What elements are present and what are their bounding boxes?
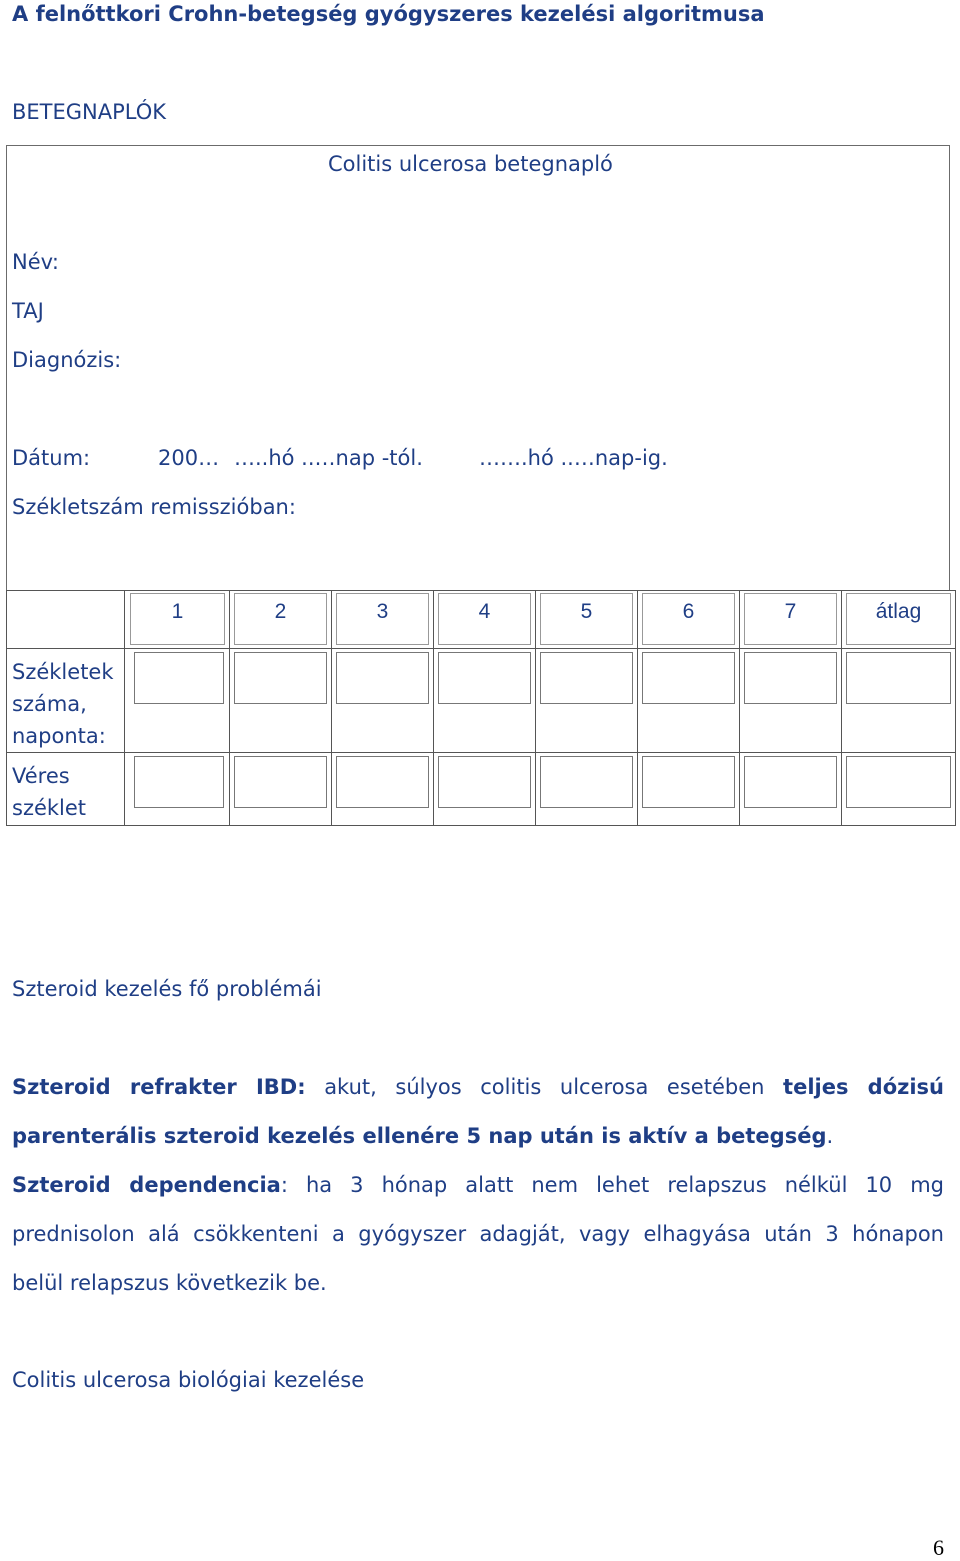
name-label: Név: (12, 250, 59, 274)
col-header-1: 1 (171, 600, 184, 623)
dependencia-line3: belül relapszus következik be. (12, 1271, 327, 1295)
bloody-stool-day-1[interactable] (134, 756, 224, 808)
stool-count-day-3[interactable] (336, 652, 429, 704)
row-label-stool-count-line3: naponta: (12, 724, 106, 748)
dependencia-line1 (12, 1161, 944, 1210)
biological-treatment-heading: Colitis ulcerosa biológiai kezelése (12, 1368, 365, 1392)
col-header-3: 3 (376, 600, 389, 623)
refrakter-bold-2: parenterális szteroid kezelés ellenére 5 nap után is aktív a betegség (12, 1124, 827, 1148)
refrakter-text-1: akut, súlyos colitis ulcerosa esetében (324, 1075, 765, 1099)
dependencia-term: Szteroid dependencia (12, 1173, 281, 1197)
dependencia-text-1: : ha 3 hónap alatt nem lehet relapszus nélkül 10 mg (280, 1173, 944, 1197)
date-label: Dátum: (12, 446, 91, 470)
col-header-7: 7 (784, 600, 797, 623)
stool-count-day-2[interactable] (234, 652, 327, 704)
refrakter-paragraph-line2 (12, 1112, 944, 1161)
col-header-average: átlag (875, 600, 922, 623)
stool-count-day-7[interactable] (744, 652, 837, 704)
form-title: Colitis ulcerosa betegnapló (328, 152, 613, 176)
bloody-stool-day-7[interactable] (744, 756, 837, 808)
stool-count-day-5[interactable] (540, 652, 633, 704)
refrakter-end: . (826, 1124, 834, 1148)
bloody-stool-day-6[interactable] (642, 756, 735, 808)
date-year: 200… (158, 446, 220, 470)
remission-label: Székletszám remisszióban: (12, 495, 296, 519)
bloody-stool-day-2[interactable] (234, 756, 327, 808)
diary-form-frame (6, 145, 950, 590)
col-header-2: 2 (274, 600, 287, 623)
col-header-6: 6 (682, 600, 695, 623)
row-label-bloody-stool-line1: Véres (12, 764, 70, 788)
header-title: A felnőttkori Crohn-betegség gyógyszeres kezelési algoritmusa (12, 2, 765, 26)
page-number: 6 (933, 1535, 944, 1560)
bloody-stool-average[interactable] (846, 756, 951, 808)
taj-label: TAJ (12, 299, 44, 323)
row-label-stool-count-line1: Székletek (12, 660, 114, 684)
date-from: …..hó ..…nap -tól. (234, 446, 423, 470)
col-header-5: 5 (580, 600, 593, 623)
stool-count-day-4[interactable] (438, 652, 531, 704)
col-header-4: 4 (478, 600, 491, 623)
row-label-stool-count (12, 656, 114, 752)
refrakter-bold-1: teljes dózisú (783, 1075, 944, 1099)
refrakter-paragraph-line1 (12, 1063, 944, 1112)
bloody-stool-day-4[interactable] (438, 756, 531, 808)
section-heading-betegnaplok: BETEGNAPLÓK (12, 100, 167, 124)
refrakter-term: Szteroid refrakter IBD: (12, 1075, 306, 1099)
bloody-stool-day-3[interactable] (336, 756, 429, 808)
row-label-bloody-stool (12, 760, 86, 824)
row-label-bloody-stool-line2: széklet (12, 796, 87, 820)
steroid-heading: Szteroid kezelés fő problémái (12, 977, 322, 1001)
date-to: …….hó ..…nap-ig. (479, 446, 668, 470)
stool-count-day-6[interactable] (642, 652, 735, 704)
stool-count-day-1[interactable] (134, 652, 224, 704)
dependencia-line2: prednisolon alá csökkenteni a gyógyszer adagját, vagy elhagyása után 3 hónapon (12, 1222, 944, 1246)
stool-count-average[interactable] (846, 652, 951, 704)
row-label-stool-count-line2: száma, (12, 692, 87, 716)
diagnosis-label: Diagnózis: (12, 348, 122, 372)
bloody-stool-day-5[interactable] (540, 756, 633, 808)
